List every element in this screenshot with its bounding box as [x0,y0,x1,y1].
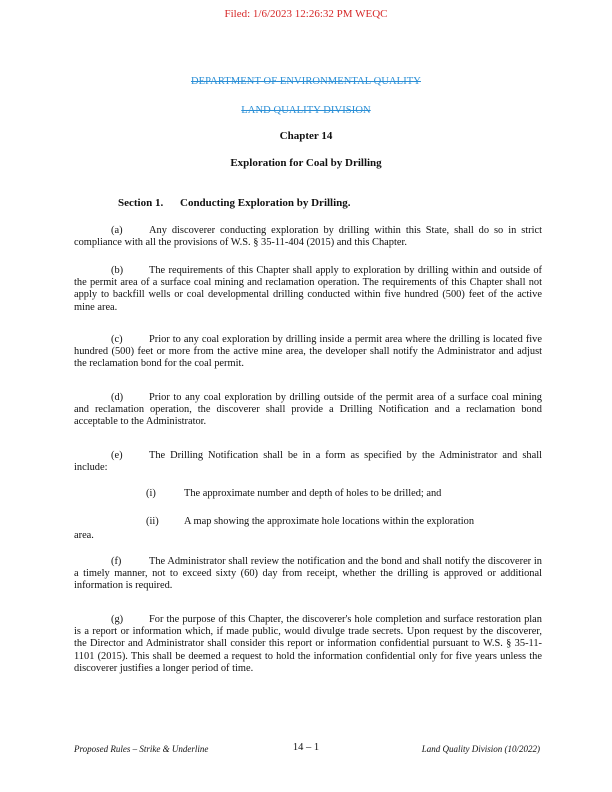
paragraph-a [74,225,542,249]
list-item-text: The approximate number and depth of holes to be drilled; and [184,488,442,499]
paragraph-tag: (g) [111,614,124,625]
filed-stamp: Filed: 1/6/2023 12:26:32 PM WEQC [224,8,388,20]
division-heading-struck: LAND QUALITY DIVISION [241,105,371,116]
section-number: Section 1. [118,197,164,209]
paragraph-text: Prior to any coal exploration by drilling inside a permit area where the drilling is located five hundred (500) feet or more from the active mine area, the developer shall notify the Administrator and adjust the reclamation bond for the coal permit. [74,334,542,370]
paragraph-c [74,334,542,371]
paragraph-text: The Administrator shall review the notification and the bond and shall notify the discoverer in a timely manner, not to exceed sixty (60) day from receipt, whether the drilling is approved or additional information is required. [74,556,542,592]
paragraph-text: For the purpose of this Chapter, the discoverer's hole completion and surface restoration plan is a report or information which, if made public, would divulge trade secrets. Upon request by the discoverer, the Director and Administrator shall consider this report or information confidential pursuant to W.S. § 35-11-1101 (2015). This shall be deemed a request to hold the information confidential only for five years unless the discoverer justifies a longer period of time. [74,614,542,674]
paragraph-tag: (a) [111,225,123,236]
page-number: 14 – 1 [292,742,320,753]
chapter-title: Exploration for Coal by Drilling [230,157,382,169]
list-item-text: A map showing the approximate hole locations within the exploration [184,516,475,527]
list-item-e-ii [146,516,546,528]
paragraph-f [74,556,542,593]
section-heading [118,197,351,209]
paragraph-text: Any discoverer conducting exploration by drilling within this State, shall do so in strict compliance with all the provisions of W.S. § 35-11-404 (2015) and this Chapter. [74,225,542,249]
paragraph-g [74,614,542,675]
list-item-e-ii-continuation: area. [74,530,94,541]
footer-right-label: Land Quality Division (10/2022) [421,744,540,754]
chapter-number: Chapter 14 [279,130,333,142]
section-title: Conducting Exploration by Drilling. [180,197,351,209]
department-heading-struck: DEPARTMENT OF ENVIRONMENTAL QUALITY [190,76,421,87]
paragraph-tag: (c) [111,334,123,345]
paragraph-text: The requirements of this Chapter shall apply to exploration by drilling within and outside of the permit area of a surface coal mining and reclamation operation. The requirements of this Chapter shall not apply to backfill wells or coal developmental drilling conducted within five hundred (500) feet of the active mine area. [74,265,542,313]
paragraph-d [74,392,542,429]
list-item-tag: (ii) [146,516,159,527]
paragraph-text: Prior to any coal exploration by drilling outside of the permit area of a surface coal mining and reclamation operation, the discoverer shall provide a Drilling Notification and a reclamation bond acceptable to the Administrator. [74,392,542,428]
paragraph-tag: (b) [111,265,124,276]
paragraph-b [74,265,542,314]
paragraph-e [74,450,542,474]
list-item-e-i [146,488,546,500]
paragraph-tag: (e) [111,450,123,461]
paragraph-tag: (f) [111,556,122,567]
paragraph-tag: (d) [111,392,124,403]
list-item-tag: (i) [146,488,156,499]
footer-left-label: Proposed Rules – Strike & Underline [74,744,209,754]
paragraph-text: The Drilling Notification shall be in a form as specified by the Administrator and shall include: [74,450,542,474]
